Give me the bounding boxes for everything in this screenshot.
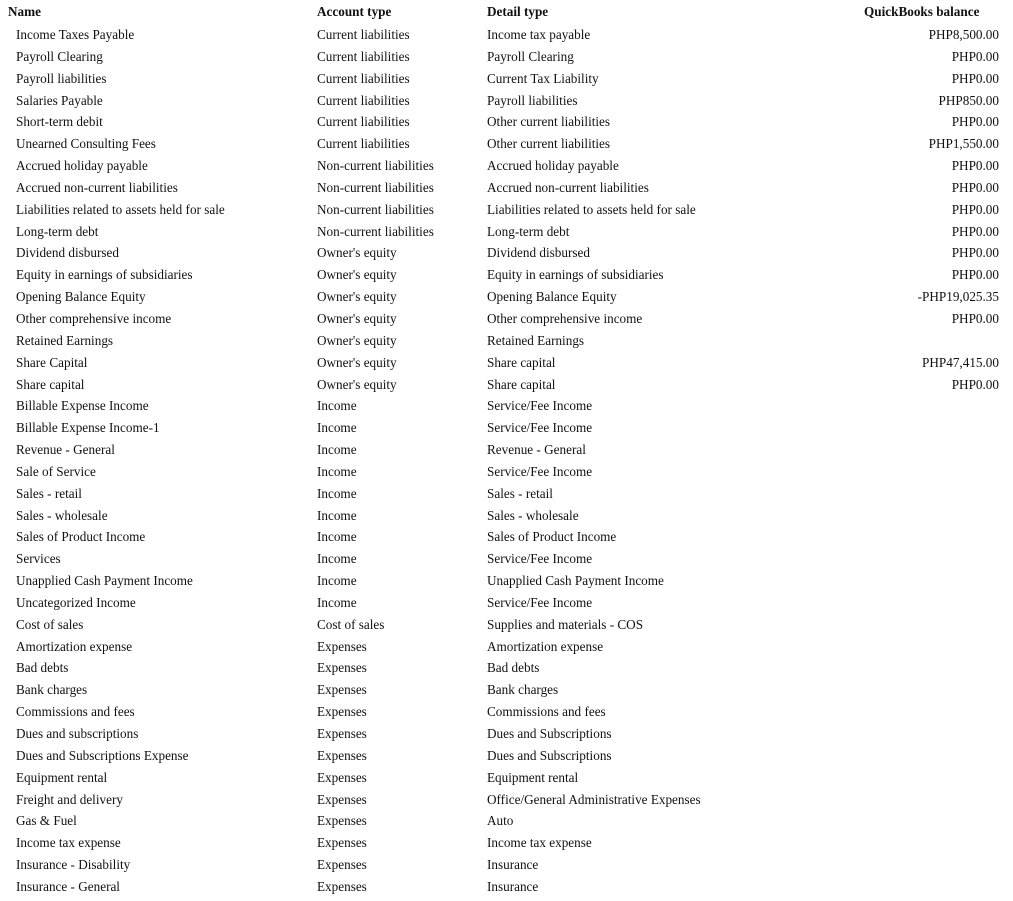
account-name: Unapplied Cash Payment Income — [16, 573, 193, 589]
account-type: Non-current liabilities — [317, 179, 434, 195]
account-name: Payroll liabilities — [16, 70, 107, 86]
table-row — [0, 636, 1013, 658]
table-row — [0, 133, 1013, 155]
table-row — [0, 374, 1013, 396]
table-row — [0, 483, 1013, 505]
account-name: Insurance - Disability — [16, 857, 131, 873]
quickbooks-balance: PHP0.00 — [951, 376, 999, 392]
detail-type: Income tax expense — [487, 835, 592, 851]
account-name: Bad debts — [16, 660, 69, 676]
table-row — [0, 461, 1013, 483]
table-row — [0, 701, 1013, 723]
account-name: Revenue - General — [16, 442, 115, 458]
account-type: Expenses — [317, 857, 367, 873]
account-type-column-header: Account type — [317, 4, 392, 19]
account-type: Expenses — [317, 791, 367, 807]
account-type: Income — [317, 420, 357, 436]
table-row — [0, 876, 1013, 898]
account-type: Current liabilities — [317, 48, 410, 64]
account-name: Dues and subscriptions — [16, 726, 139, 741]
account-name: Sales of Product Income — [16, 529, 146, 545]
quickbooks-balance: PHP0.00 — [951, 310, 999, 326]
account-type: Expenses — [317, 878, 367, 894]
table-row — [0, 155, 1013, 177]
account-type: Expenses — [317, 726, 367, 741]
table-row — [0, 330, 1013, 352]
detail-type: Dividend disbursed — [487, 245, 590, 261]
account-name: Dividend disbursed — [16, 245, 119, 261]
account-name: Billable Expense Income-1 — [16, 420, 160, 436]
account-name: Gas & Fuel — [16, 813, 77, 829]
table-row — [0, 526, 1013, 548]
account-list — [0, 24, 1013, 898]
account-name: Share capital — [16, 376, 85, 392]
account-name: Retained Earnings — [16, 332, 114, 348]
account-name: Long-term debt — [16, 223, 99, 239]
account-name: Commissions and fees — [16, 704, 135, 720]
detail-type: Service/Fee Income — [487, 594, 593, 610]
account-type: Income — [317, 594, 357, 610]
account-type: Income — [317, 463, 357, 479]
table-row — [0, 789, 1013, 811]
account-name: Payroll Clearing — [16, 48, 103, 64]
account-type: Expenses — [317, 682, 367, 698]
detail-type: Payroll Clearing — [487, 48, 574, 64]
detail-type: Long-term debt — [487, 223, 570, 239]
detail-type: Sales - wholesale — [487, 507, 579, 523]
account-type: Owner's equity — [317, 289, 397, 305]
table-row — [0, 308, 1013, 330]
account-type: Owner's equity — [317, 267, 397, 283]
account-type: Current liabilities — [317, 136, 410, 152]
detail-type: Office/General Administrative Expenses — [487, 791, 701, 807]
account-name: Equipment rental — [16, 769, 108, 785]
account-name: Other comprehensive income — [16, 310, 172, 326]
table-row — [0, 24, 1013, 46]
table-row — [0, 810, 1013, 832]
detail-type: Supplies and materials - COS — [487, 616, 644, 632]
detail-type: Retained Earnings — [487, 332, 585, 348]
detail-type: Other comprehensive income — [487, 310, 643, 326]
detail-type: Insurance — [487, 857, 539, 873]
account-type: Expenses — [317, 747, 367, 763]
account-type: Income — [317, 573, 357, 589]
account-name: Services — [16, 551, 61, 567]
detail-type: Other current liabilities — [487, 114, 611, 130]
table-row — [0, 286, 1013, 308]
account-name: Sales - wholesale — [16, 507, 108, 523]
account-name: Cost of sales — [16, 616, 84, 632]
account-type: Current liabilities — [317, 27, 410, 42]
detail-type: Unapplied Cash Payment Income — [487, 573, 664, 589]
account-type: Owner's equity — [317, 245, 397, 261]
table-row — [0, 68, 1013, 90]
detail-type: Payroll liabilities — [487, 92, 578, 108]
table-row — [0, 90, 1013, 112]
table-row — [0, 570, 1013, 592]
table-row — [0, 657, 1013, 679]
detail-type: Income tax payable — [487, 27, 591, 42]
account-type: Income — [317, 485, 357, 501]
detail-type: Equity in earnings of subsidiaries — [487, 267, 664, 283]
detail-type: Bank charges — [487, 682, 559, 698]
account-type: Expenses — [317, 813, 367, 829]
table-row — [0, 264, 1013, 286]
account-name: Income tax expense — [16, 835, 121, 851]
account-name: Insurance - General — [16, 878, 120, 894]
account-name: Sale of Service — [16, 463, 96, 479]
account-type: Current liabilities — [317, 70, 410, 86]
detail-type: Share capital — [487, 376, 556, 392]
detail-type: Liabilities related to assets held for sale — [487, 201, 696, 217]
table-row — [0, 745, 1013, 767]
table-row — [0, 832, 1013, 854]
account-type: Non-current liabilities — [317, 201, 434, 217]
account-name: Unearned Consulting Fees — [16, 136, 156, 152]
quickbooks-balance: PHP47,415.00 — [922, 354, 999, 370]
account-name: Sales - retail — [16, 485, 82, 501]
name-column-header: Name — [8, 4, 41, 19]
account-type: Income — [317, 442, 357, 458]
account-type: Expenses — [317, 704, 367, 720]
account-name: Salaries Payable — [16, 92, 103, 108]
table-row — [0, 417, 1013, 439]
detail-type: Share capital — [487, 354, 556, 370]
detail-type: Bad debts — [487, 660, 540, 676]
account-type: Non-current liabilities — [317, 158, 434, 174]
detail-type: Service/Fee Income — [487, 463, 593, 479]
table-row — [0, 767, 1013, 789]
table-row — [0, 352, 1013, 374]
account-name: Bank charges — [16, 682, 88, 698]
detail-type: Service/Fee Income — [487, 398, 593, 414]
account-name: Liabilities related to assets held for sale — [16, 201, 225, 217]
table-row — [0, 177, 1013, 199]
account-name: Opening Balance Equity — [16, 289, 146, 305]
table-row — [0, 199, 1013, 221]
detail-type: Auto — [487, 813, 514, 829]
account-type: Expenses — [317, 638, 367, 654]
account-name: Freight and delivery — [16, 791, 123, 807]
account-name: Short-term debit — [16, 114, 103, 130]
quickbooks-balance: PHP1,550.00 — [928, 136, 999, 152]
detail-type: Accrued holiday payable — [487, 158, 619, 174]
account-type: Income — [317, 398, 357, 414]
detail-type: Equipment rental — [487, 769, 579, 785]
quickbooks-balance: PHP0.00 — [951, 267, 999, 283]
account-name: Accrued non-current liabilities — [16, 179, 178, 195]
quickbooks-balance: PHP0.00 — [951, 179, 999, 195]
quickbooks-balance: PHP0.00 — [951, 223, 999, 239]
account-name: Accrued holiday payable — [16, 158, 148, 174]
detail-type-column-header: Detail type — [487, 4, 549, 19]
detail-type: Insurance — [487, 878, 539, 894]
account-type: Owner's equity — [317, 310, 397, 326]
account-name: Equity in earnings of subsidiaries — [16, 267, 193, 283]
table-row — [0, 614, 1013, 636]
account-type: Owner's equity — [317, 376, 397, 392]
table-row — [0, 46, 1013, 68]
detail-type: Commissions and fees — [487, 704, 606, 720]
account-name: Dues and Subscriptions Expense — [16, 747, 189, 763]
table-row — [0, 548, 1013, 570]
account-type: Current liabilities — [317, 92, 410, 108]
account-type: Current liabilities — [317, 114, 410, 130]
detail-type: Dues and Subscriptions — [487, 726, 612, 741]
account-name: Share Capital — [16, 354, 88, 370]
table-row — [0, 854, 1013, 876]
detail-type: Other current liabilities — [487, 136, 611, 152]
quickbooks-balance: PHP0.00 — [951, 158, 999, 174]
quickbooks-balance: PHP8,500.00 — [928, 27, 999, 42]
quickbooks-balance: PHP0.00 — [951, 114, 999, 130]
quickbooks-balance: PHP0.00 — [951, 70, 999, 86]
account-type: Non-current liabilities — [317, 223, 434, 239]
table-row — [0, 111, 1013, 133]
account-type: Owner's equity — [317, 354, 397, 370]
account-type: Income — [317, 529, 357, 545]
detail-type: Dues and Subscriptions — [487, 747, 612, 763]
detail-type: Service/Fee Income — [487, 551, 593, 567]
table-row — [0, 395, 1013, 417]
table-header — [0, 4, 1013, 24]
quickbooks-balance: PHP0.00 — [951, 201, 999, 217]
table-row — [0, 592, 1013, 614]
account-name: Income Taxes Payable — [16, 27, 135, 42]
account-type: Cost of sales — [317, 616, 385, 632]
detail-type: Sales of Product Income — [487, 529, 617, 545]
quickbooks-balance: PHP0.00 — [951, 245, 999, 261]
detail-type: Accrued non-current liabilities — [487, 179, 649, 195]
detail-type: Sales - retail — [487, 485, 553, 501]
account-type: Expenses — [317, 769, 367, 785]
balance-column-header: QuickBooks balance — [864, 4, 980, 19]
detail-type: Revenue - General — [487, 442, 586, 458]
quickbooks-balance: PHP850.00 — [938, 92, 999, 108]
account-name: Uncategorized Income — [16, 594, 136, 610]
table-row — [0, 723, 1013, 745]
table-row — [0, 679, 1013, 701]
account-type: Expenses — [317, 660, 367, 676]
detail-type: Amortization expense — [487, 638, 604, 654]
table-row — [0, 221, 1013, 243]
detail-type: Opening Balance Equity — [487, 289, 617, 305]
table-row — [0, 439, 1013, 461]
quickbooks-balance: -PHP19,025.35 — [917, 289, 999, 305]
account-name: Amortization expense — [16, 638, 133, 654]
quickbooks-balance: PHP0.00 — [951, 48, 999, 64]
table-row — [0, 242, 1013, 264]
account-type: Expenses — [317, 835, 367, 851]
account-type: Owner's equity — [317, 332, 397, 348]
account-type: Income — [317, 551, 357, 567]
account-type: Income — [317, 507, 357, 523]
detail-type: Service/Fee Income — [487, 420, 593, 436]
account-name: Billable Expense Income — [16, 398, 149, 414]
table-row — [0, 505, 1013, 527]
detail-type: Current Tax Liability — [487, 70, 599, 86]
